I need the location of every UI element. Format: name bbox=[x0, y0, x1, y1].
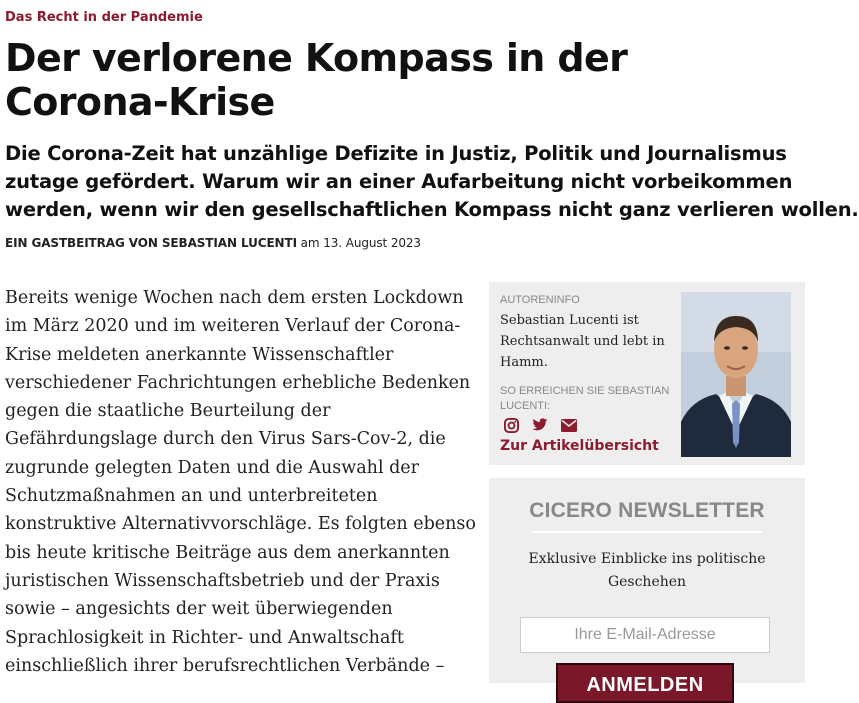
newsletter-description: Exklusive Einblicke ins politische Geschehen bbox=[528, 551, 766, 590]
lead-line: werden, wenn wir den gesellschaftlichen Kompass nicht ganz verlieren wollen. bbox=[5, 198, 859, 221]
author-socials bbox=[503, 417, 577, 433]
newsletter-box bbox=[489, 478, 805, 696]
article-overview-link[interactable]: Zur Artikelübersicht bbox=[500, 438, 659, 454]
author-info-box bbox=[489, 282, 805, 465]
article-byline bbox=[5, 236, 421, 250]
newsletter-email-input[interactable] bbox=[520, 617, 770, 653]
body-line: gegen die staatliche Beurteilung der bbox=[5, 401, 331, 422]
body-line: zugrunde gelegten Daten und die Auswahl der bbox=[5, 457, 420, 478]
newsletter-divider bbox=[532, 531, 762, 533]
lead-line: zutage gefördert. Warum wir an einer Aufarbeitung nicht vorbeikommen bbox=[5, 170, 793, 193]
body-line: konstruktive Alternativvorschläge. Es folgten ebenso bbox=[5, 514, 476, 535]
body-line: Sprachlosigkeit in Richter- und Anwaltschaft bbox=[5, 627, 404, 648]
author-contact-label: SO ERREICHEN SIE SEBASTIAN LUCENTI: bbox=[500, 385, 670, 412]
byline-date: am 13. August 2023 bbox=[296, 236, 421, 250]
author-description: Sebastian Lucenti ist Rechtsanwalt und lebt in Hamm. bbox=[500, 313, 665, 370]
lead-line: Die Corona-Zeit hat unzählige Defizite in Justiz, Politik und Journalismus bbox=[5, 142, 787, 165]
body-line: juristischen Wissenschaftsbetrieb und der Praxis bbox=[5, 570, 440, 591]
article-headline bbox=[5, 36, 795, 124]
body-line: Bereits wenige Wochen nach dem ersten Lockdown bbox=[5, 288, 464, 308]
body-line: bis heute kritische Beiträge aus dem anerkannten bbox=[5, 542, 450, 563]
body-line: sowie – angesichts der weit überwiegenden bbox=[5, 599, 393, 620]
body-line: einschließlich ihrer berufsrechtlichen Verbände – bbox=[5, 655, 445, 676]
body-line: Gefährdungslage durch den Virus Sars-Cov-2, die bbox=[5, 429, 446, 450]
author-info-label: AUTORENINFO bbox=[500, 294, 580, 306]
headline-line: Corona-Krise bbox=[5, 80, 275, 124]
newsletter-subscribe-button[interactable]: ANMELDEN bbox=[556, 663, 734, 703]
twitter-icon[interactable] bbox=[532, 417, 548, 433]
article-body bbox=[5, 284, 475, 680]
headline-line: Der verlorene Kompass in der bbox=[5, 36, 628, 80]
body-line: verschiedener Fachrichtungen erhebliche Bedenken bbox=[5, 372, 471, 393]
article-kicker[interactable]: Das Recht in der Pandemie bbox=[5, 10, 203, 25]
newsletter-title: CICERO NEWSLETTER bbox=[529, 499, 765, 522]
author-photo bbox=[681, 292, 791, 457]
instagram-icon[interactable] bbox=[503, 417, 519, 433]
byline-author[interactable]: EIN GASTBEITRAG VON SEBASTIAN LUCENTI bbox=[5, 236, 297, 250]
article-lead bbox=[5, 140, 859, 224]
mail-icon[interactable] bbox=[561, 417, 577, 433]
body-line: im März 2020 und im weiteren Verlauf der Corona- bbox=[5, 316, 461, 337]
body-line: Krise meldeten anerkannte Wissenschaftler bbox=[5, 344, 394, 365]
body-line: Schutzmaßnahmen an und unterbreiteten bbox=[5, 486, 378, 507]
